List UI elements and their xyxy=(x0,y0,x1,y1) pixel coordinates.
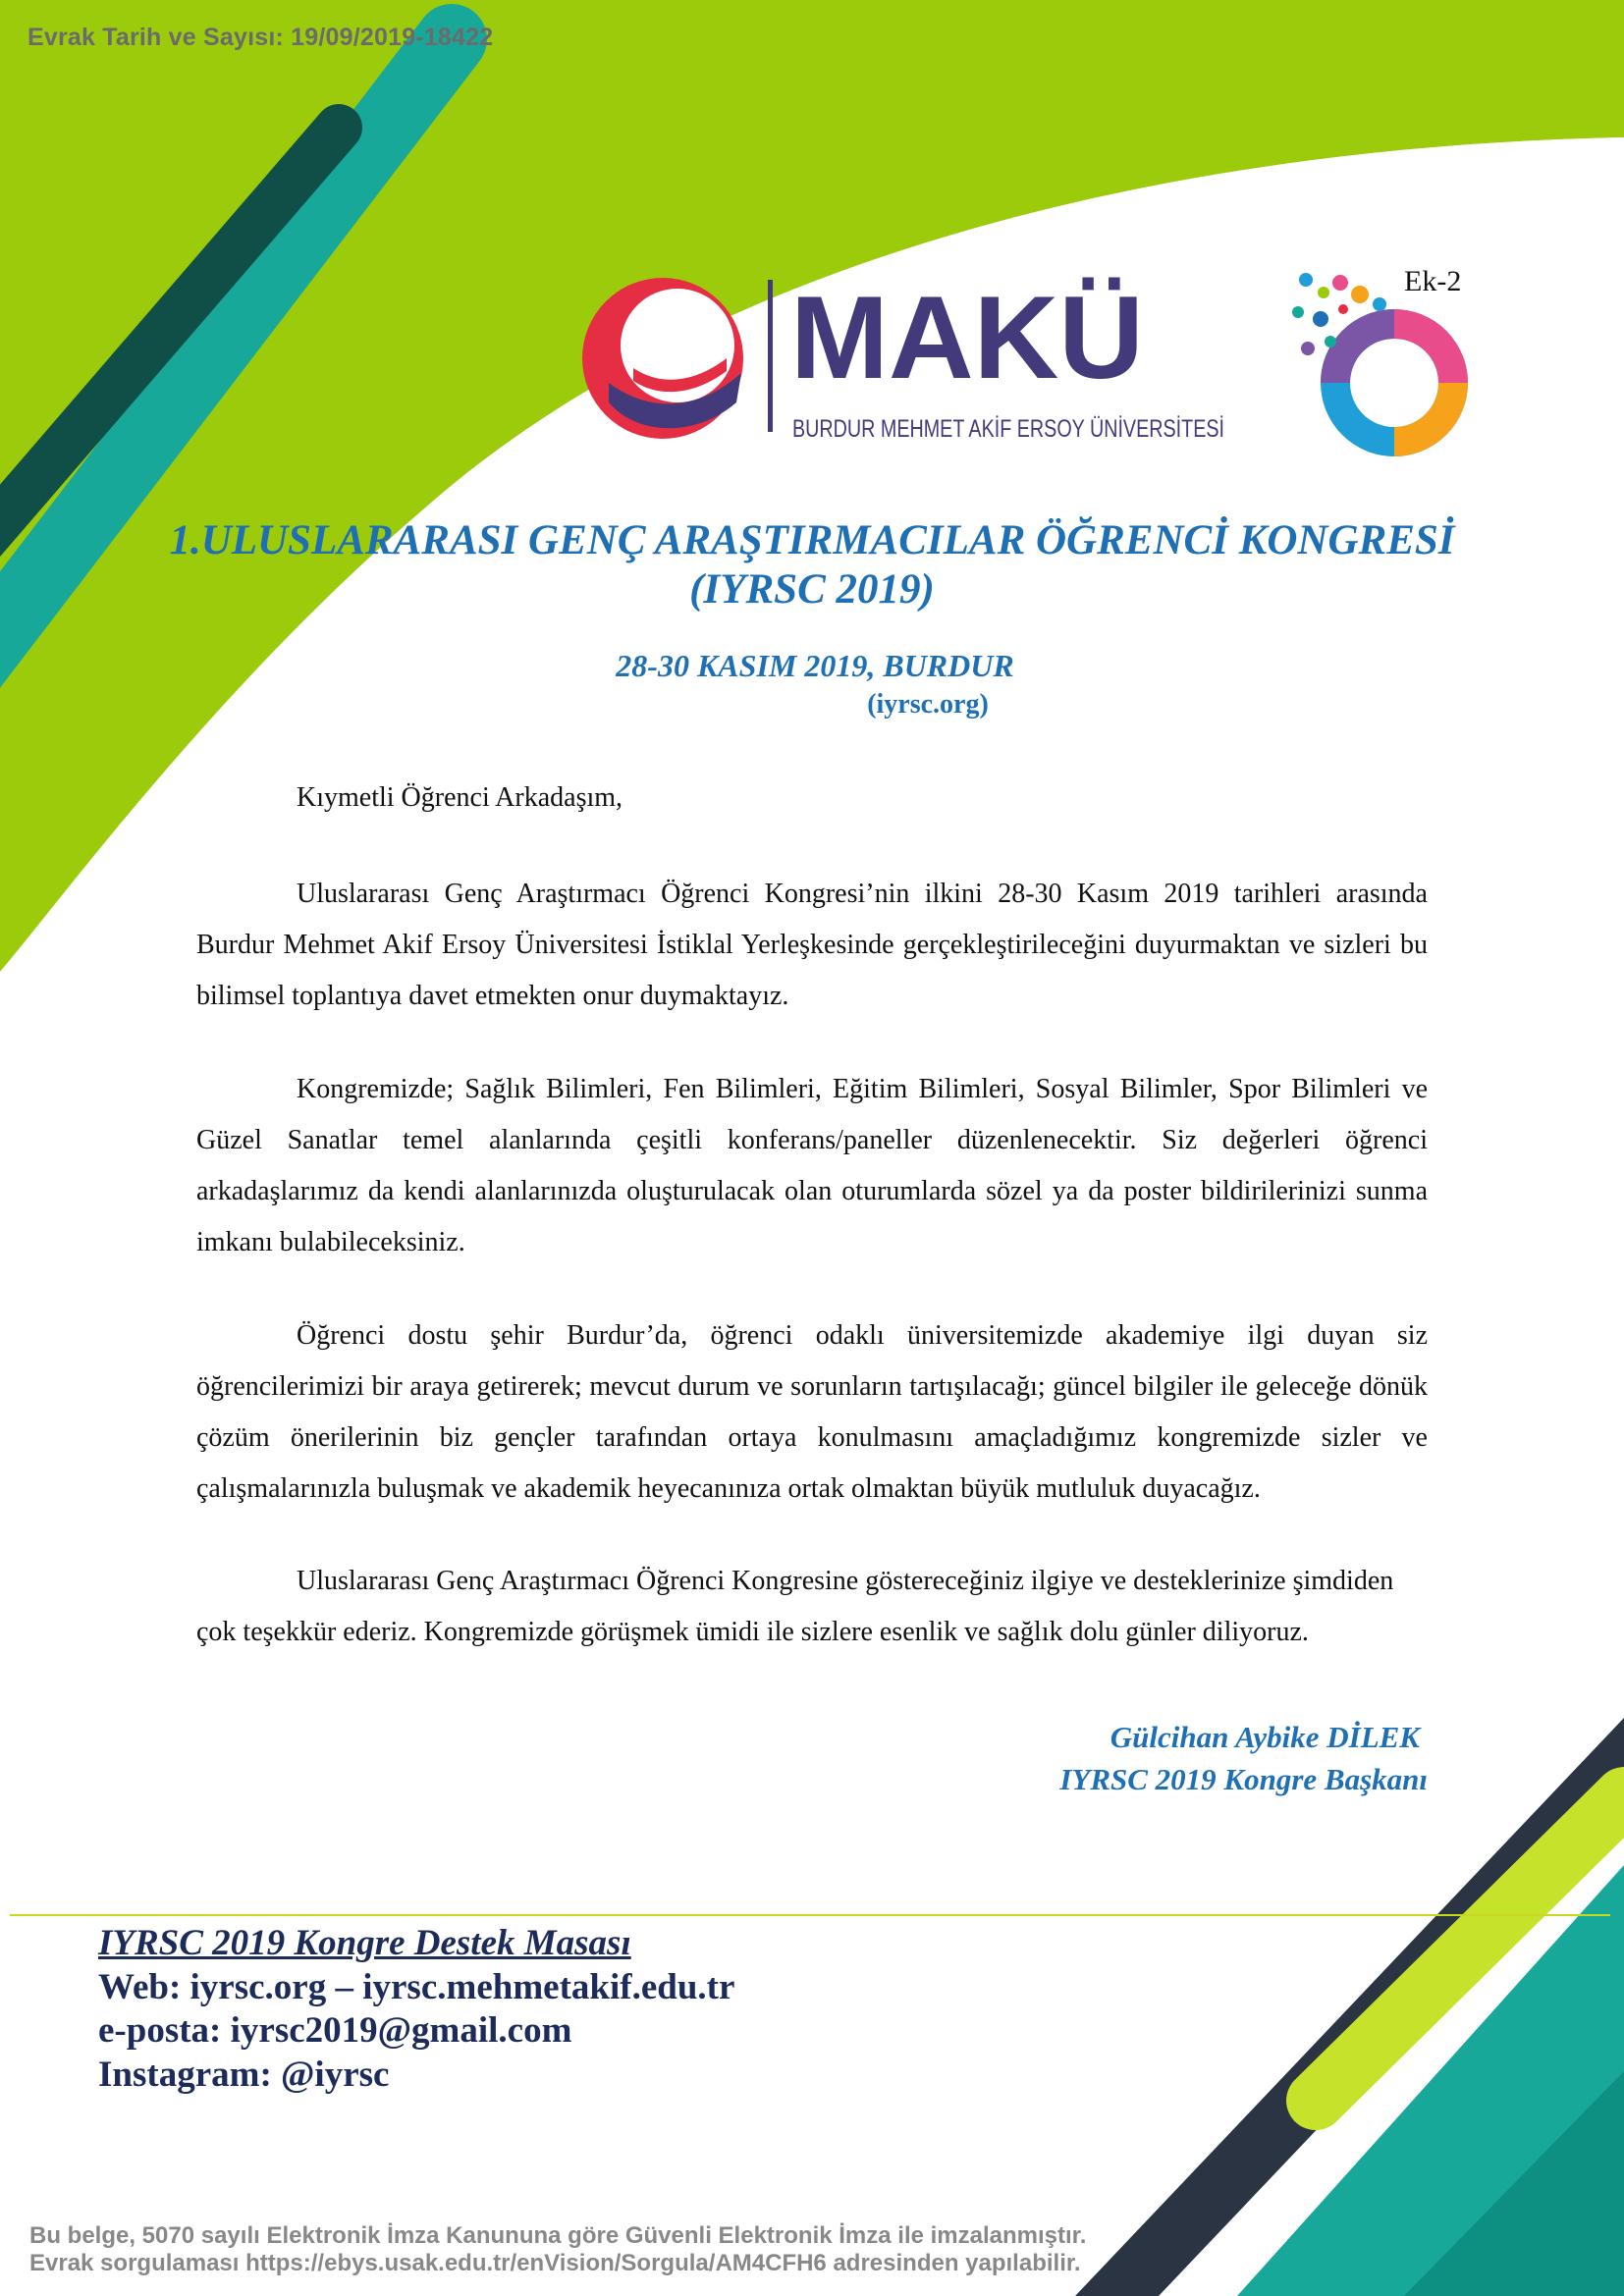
logo-wordmark: MAKÜ xyxy=(790,272,1144,403)
document-date-stamp: Evrak Tarih ve Sayısı: 19/09/2019-18422 xyxy=(27,24,494,51)
divider xyxy=(10,1914,1610,1916)
event-website: (iyrsc.org) xyxy=(867,689,989,720)
e-signature-notice: Bu belge, 5070 sayılı Elektronik İmza Kanununa göre Güvenli Elektronik İmza ile imzalanmıştır. xyxy=(29,2222,1087,2249)
signature-title: IYRSC 2019 Kongre Başkanı xyxy=(1059,1762,1428,1796)
support-desk-web: Web: iyrsc.org – iyrsc.mehmetakif.edu.tr xyxy=(98,1967,735,2007)
support-desk-heading: IYRSC 2019 Kongre Destek Masası xyxy=(98,1923,631,1963)
document-query-notice: Evrak sorgulaması https://ebys.usak.edu.tr/enVision/Sorgula/AM4CFH6 adresinden yapılabilir. xyxy=(29,2250,1081,2276)
support-desk-email: e-posta: iyrsc2019@gmail.com xyxy=(98,2010,572,2051)
university-logo xyxy=(579,265,1340,461)
letter-paragraph: Öğrenci dostu şehir Burdur’da, öğrenci odaklı üniversitemizde akademiye ilgi duyan siz öğrencilerimizi bir araya getirerek; mevcut durum ve sorunların tartışılacağı; güncel bilgiler ile geleceğe dönük çözüm önerilerinin biz gençler tarafından ortaya konulmasını amaçladığımız kongremizde sizler ve çalışmalarınızla buluşmak ve akademik heyecanınıza ortak olmaktan büyük mutluluk duyacağız. xyxy=(196,1320,1428,1504)
letter-paragraph: Kongremizde; Sağlık Bilimleri, Fen Bilimleri, Eğitim Bilimleri, Sosyal Bilimler, Spor Bilimleri ve Güzel Sanatlar temel alanlarında çeşitli konferans/paneller düzenlenecektir. Siz değerleri öğrenci arkadaşlarımız da kendi alanlarınızda oluşturulacak olan oturumlarda sözel ya da poster bildirilerinizi sunma imkanı bulabileceksiniz. xyxy=(196,1074,1428,1257)
event-date-place: 28-30 KASIM 2019, BURDUR xyxy=(616,648,1014,683)
letter-greeting: Kıymetli Öğrenci Arkadaşım, xyxy=(297,782,623,813)
congress-abbreviation: (IYRSC 2019) xyxy=(689,566,935,613)
annex-label: Ek-2 xyxy=(1404,265,1462,297)
congress-title: 1.ULUSLARARASI GENÇ ARAŞTIRMACILAR ÖĞRENCİ KONGRESİ xyxy=(169,517,1455,563)
letter-paragraph: Uluslararası Genç Araştırmacı Öğrenci Kongresine göstereceğiniz ilgiye ve desteklerinize şimdiden çok teşekkür ederiz. Kongremizde görüşmek ümidi ile sizlere esenlik ve sağlık dolu günler diliyoruz. xyxy=(196,1566,1394,1647)
signature-name: Gülcihan Aybike DİLEK xyxy=(1110,1720,1420,1754)
letter-paragraph: Uluslararası Genç Araştırmacı Öğrenci Kongresi’nin ilkini 28-30 Kasım 2019 tarihleri arasında Burdur Mehmet Akif Ersoy Üniversitesi İstiklal Yerleşkesinde gerçekleştirileceğini duyurmaktan ve sizleri bu bilimsel toplantıya davet etmekten onur duymaktayız. xyxy=(196,879,1428,1011)
logo-subtitle: BURDUR MEHMET AKİF ERSOY ÜNİVERSİTESİ xyxy=(792,415,1340,443)
support-desk-instagram: Instagram: @iyrsc xyxy=(98,2055,390,2095)
